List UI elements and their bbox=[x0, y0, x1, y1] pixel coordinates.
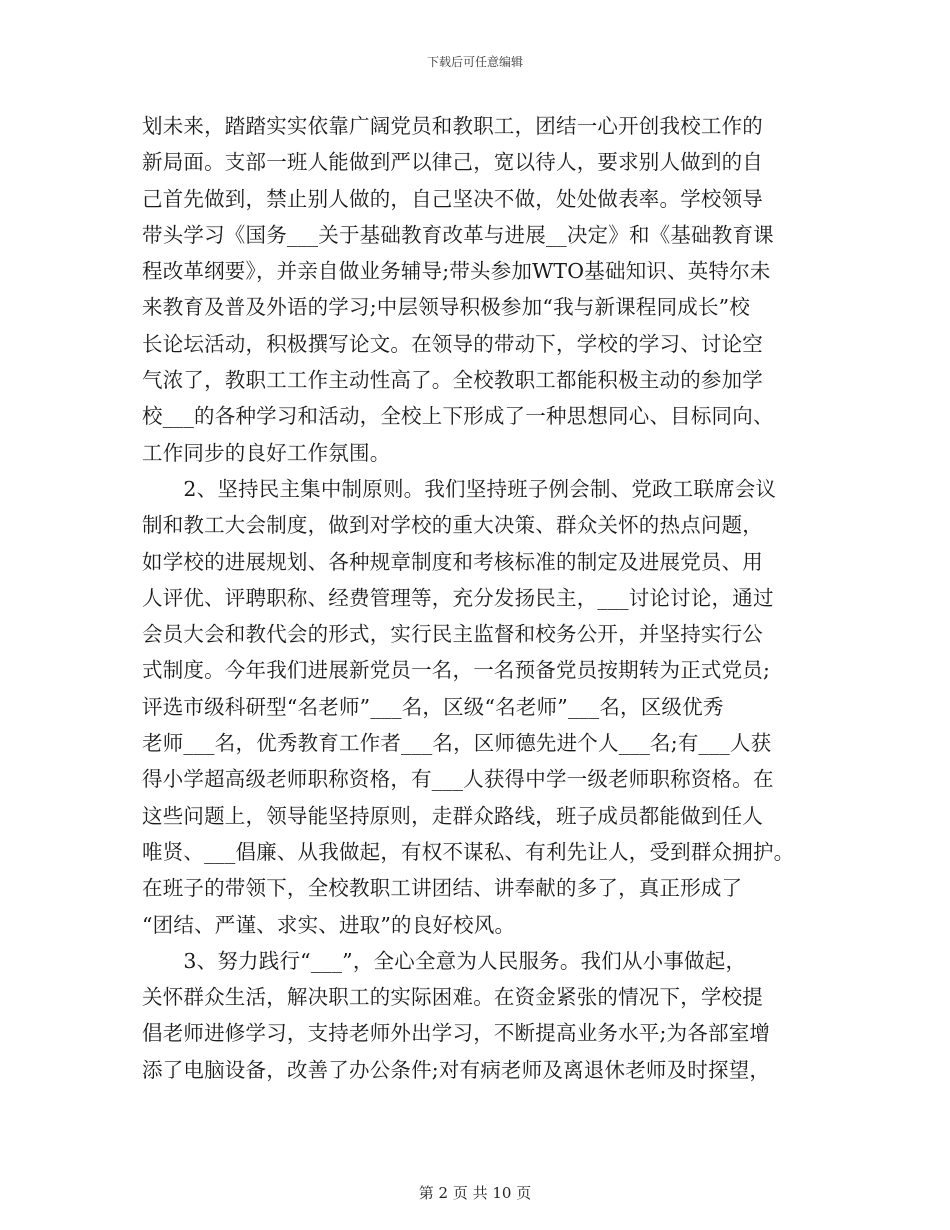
text-line: 来教育及普及外语的学习;中层领导积极参加“我与新课程同成长”校 bbox=[142, 295, 751, 320]
text-line: 划未来，踏踏实实依靠广阔党员和教职工，团结一心开创我校工作的 bbox=[142, 114, 763, 138]
text-line: 这些问题上，领导能坚持原则，走群众路线，班子成员都能做到任人 bbox=[142, 803, 763, 828]
text-line: 气浓了，教职工工作主动性高了。全校教职工都能积极主动的参加学 bbox=[142, 368, 763, 393]
page-header: 下载后可任意编辑 bbox=[426, 55, 523, 69]
text-line: 长论坛活动，积极撰写论文。在领导的带动下，学校的学习、讨论空 bbox=[142, 331, 763, 356]
page-number-footer: 第 2 页 共 10 页 bbox=[418, 1184, 532, 1202]
text-line: 己首先做到，禁止别人做的，自己坚决不做，处处做表率。学校领导 bbox=[142, 186, 763, 211]
text-line: 如学校的进展规划、各种规章制度和考核标准的制定及进展党员、用 bbox=[142, 549, 763, 574]
text-line: 制和教工大会制度，做到对学校的重大决策、群众关怀的热点问题， bbox=[142, 513, 763, 538]
text-line: 2、坚持民主集中制原则。我们坚持班子例会制、党政工联席会议 bbox=[142, 476, 777, 501]
text-line: 关怀群众生活，解决职工的实际困难。在资金紧张的情况下，学校提 bbox=[142, 985, 763, 1010]
text-line: 3、努力践行“___”，全心全意为人民服务。我们从小事做起， bbox=[142, 948, 747, 973]
document-body bbox=[142, 108, 832, 1088]
text-line: 老师___名，优秀教育工作者___名，区师德先进个人___名;有___人获 bbox=[142, 731, 772, 756]
text-line: 新局面。支部一班人能做到严以律己，宽以待人，要求别人做到的自 bbox=[142, 150, 763, 175]
text-line: 添了电脑设备，改善了办公条件;对有病老师及离退休老师及时探望， bbox=[142, 1057, 771, 1082]
text-line: 唯贤、___倡廉、从我做起，有权不谋私、有利先让人，受到群众拥护。 bbox=[142, 839, 795, 864]
text-line: 得小学超高级老师职称资格，有___人获得中学一级老师职称资格。在 bbox=[142, 767, 774, 792]
text-line: 程改革纲要》，并亲自做业务辅导;带头参加WTO基础知识、英特尔未 bbox=[142, 259, 771, 284]
text-line: 校___的各种学习和活动，全校上下形成了一种思想同心、目标同向、 bbox=[142, 404, 774, 429]
text-line: 人评优、评聘职称、经费管理等，充分发扬民主，___讨论讨论，通过 bbox=[142, 585, 774, 610]
text-line: 倡老师进修学习，支持老师外出学习，不断提高业务水平;为各部室增 bbox=[142, 1021, 771, 1046]
text-line: 带头学习《国务___关于基础教育改革与进展__决定》和《基础教育课 bbox=[142, 222, 774, 247]
text-line: 工作同步的良好工作氛围。 bbox=[142, 440, 391, 465]
text-line: 评选市级科研型“名老师”___名，区级“名老师”___名，区级优秀 bbox=[142, 694, 724, 719]
text-line: “团结、严谨、求实、进取”的良好校风。 bbox=[142, 912, 516, 937]
text-line: 会员大会和教代会的形式，实行民主监督和校务公开，并坚持实行公 bbox=[142, 622, 763, 647]
text-line: 在班子的带领下，全校教职工讲团结、讲奉献的多了，真正形成了 bbox=[142, 876, 743, 901]
text-line: 式制度。今年我们进展新党员一名，一名预备党员按期转为正式党员; bbox=[142, 658, 771, 683]
